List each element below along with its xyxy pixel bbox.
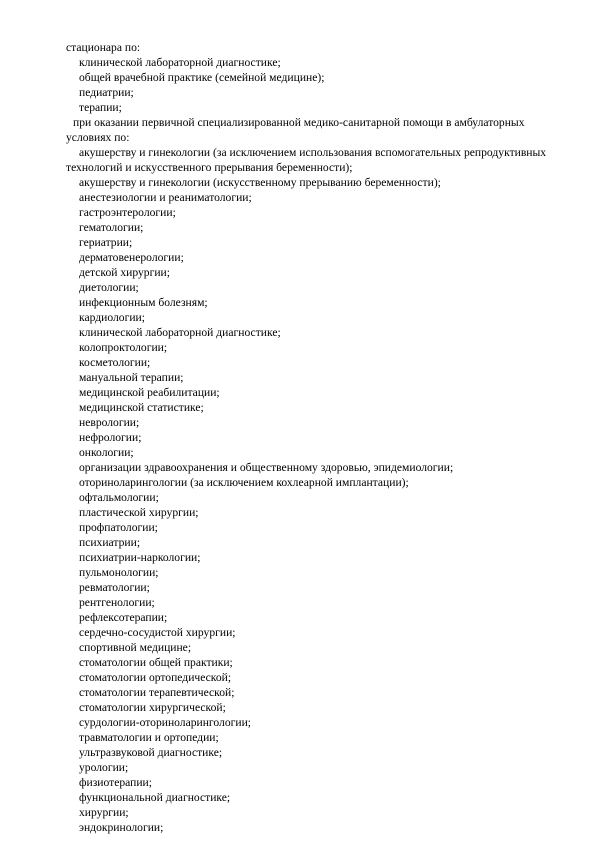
list-item: сердечно-сосудистой хирургии; xyxy=(79,626,236,639)
list-item: педиатрии; xyxy=(79,86,134,99)
list-item: акушерству и гинекологии (за исключением использования вспомогательных репродуктивных xyxy=(79,146,547,159)
section-heading-line: при оказании первичной специализированной медико-санитарной помощи в амбулаторных xyxy=(73,116,525,129)
list-item: мануальной терапии; xyxy=(79,371,184,384)
list-item: рентгенологии; xyxy=(79,596,155,609)
list-item: функциональной диагностике; xyxy=(79,791,231,804)
list-item: организации здравоохранения и общественному здоровью, эпидемиологии; xyxy=(79,461,454,474)
list-item: неврологии; xyxy=(79,416,140,429)
list-item: хирургии; xyxy=(79,806,129,819)
list-item: травматологии и ортопедии; xyxy=(79,731,219,744)
list-item: терапии; xyxy=(79,101,122,114)
list-item: колопроктологии; xyxy=(79,341,168,354)
list-item: общей врачебной практике (семейной медицине); xyxy=(79,71,325,84)
list-item: профпатологии; xyxy=(79,521,158,534)
list-item: акушерству и гинекологии (искусственному прерыванию беременности); xyxy=(79,176,441,189)
list-item: дерматовенерологии; xyxy=(79,251,184,264)
list-item: анестезиологии и реаниматологии; xyxy=(79,191,252,204)
list-item: инфекционным болезням; xyxy=(79,296,208,309)
list-item: офтальмологии; xyxy=(79,491,159,504)
list-item: диетологии; xyxy=(79,281,139,294)
list-item: онкологии; xyxy=(79,446,134,459)
list-item: стоматологии терапевтической; xyxy=(79,686,235,699)
list-item: кардиологии; xyxy=(79,311,145,324)
list-item: клинической лабораторной диагностике; xyxy=(79,56,281,69)
list-item: эндокринологии; xyxy=(79,821,164,834)
list-item: медицинской реабилитации; xyxy=(79,386,220,399)
list-item: гастроэнтерологии; xyxy=(79,206,176,219)
list-item-continuation: технологий и искусственного прерывания беременности); xyxy=(66,161,353,174)
list-item: стоматологии ортопедической; xyxy=(79,671,232,684)
text-line-intro: стационара по: xyxy=(66,41,141,54)
list-item: урологии; xyxy=(79,761,129,774)
list-item: гериатрии; xyxy=(79,236,133,249)
section-heading-line: условиях по: xyxy=(66,131,130,144)
list-item: клинической лабораторной диагностике; xyxy=(79,326,281,339)
list-item: медицинской статистике; xyxy=(79,401,204,414)
list-item: сурдологии-оториноларингологии; xyxy=(79,716,252,729)
list-item: рефлексотерапии; xyxy=(79,611,168,624)
list-item: психиатрии-наркологии; xyxy=(79,551,201,564)
list-item: ультразвуковой диагностике; xyxy=(79,746,223,759)
list-item: спортивной медицине; xyxy=(79,641,192,654)
document-body xyxy=(66,40,586,835)
list-item: пульмонологии; xyxy=(79,566,159,579)
list-item: стоматологии хирургической; xyxy=(79,701,226,714)
list-item: оториноларингологии (за исключением кохлеарной имплантации); xyxy=(79,476,409,489)
list-item: нефрологии; xyxy=(79,431,142,444)
list-item: детской хирургии; xyxy=(79,266,170,279)
list-item: физиотерапии; xyxy=(79,776,152,789)
list-item: гематологии; xyxy=(79,221,144,234)
list-item: пластической хирургии; xyxy=(79,506,199,519)
list-item: стоматологии общей практики; xyxy=(79,656,233,669)
list-item: косметологии; xyxy=(79,356,151,369)
list-item: психиатрии; xyxy=(79,536,141,549)
list-item: ревматологии; xyxy=(79,581,150,594)
